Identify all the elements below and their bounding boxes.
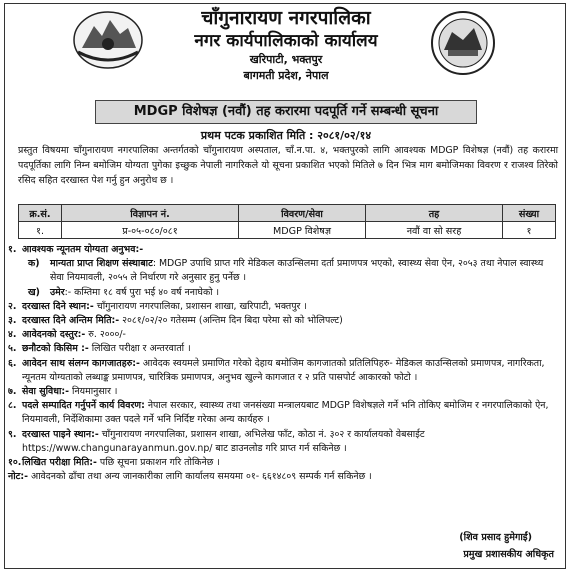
item-label: सेवा सुविधा:-: [22, 386, 70, 398]
intro-paragraph: प्रस्तुत विषयमा चाँगुनारायण नगरपालिका अन्तर्गतको चाँगुनारायण अस्पताल, चाँ.न.पा. ४, भक्तपुरको लागि आवश्यक MDGP विशेषज्ञ (नवौं) तह करारमा पदपूर्तिका लागि निम्न बमोजिम योग्यता पुगेका इच्छुक नेपाली नागरिकले यो सूचना प्रकाशित भएको मितिले ७ दिन भित्र माग बमोजिमका विवरण र राजश्व तिरेको रसिद सहित दरखास्त पेश गर्नु हुन अनुरोध छ ।: [18, 145, 558, 186]
column-header: तह: [366, 205, 503, 222]
item-text: :- कम्तिमा १८ वर्ष पुरा भई ४० वर्ष ननाघेको ।: [64, 286, 220, 298]
table-cell: १: [503, 222, 556, 239]
item-label: दरखास्त पाइने स्थान:-: [22, 428, 99, 440]
item-number: १.: [8, 244, 17, 255]
column-header: क्र.सं.: [19, 205, 62, 222]
item-number: ९.: [8, 428, 17, 440]
item-text: नियमानुसार ।: [69, 386, 118, 398]
item-label: मान्यता प्राप्त शिक्षण संस्थाबाट: [50, 258, 153, 270]
item-number: १०.: [8, 457, 22, 469]
table-header-row: [19, 205, 556, 222]
item-text: लिखित परीक्षा र अन्तरवार्ता ।: [88, 343, 191, 355]
note-label: नोट:-: [8, 471, 28, 483]
item-label: लिखित परीक्षा मिति:-: [22, 457, 97, 469]
table-cell: नवौं वा सो सरह: [366, 222, 503, 239]
list-item: [8, 328, 560, 342]
item-text: : MDGP उपाधि प्राप्त गरि मेडिकल काउन्सिलमा दर्ता प्रमाणपत्र भएको, स्वास्थ्य सेवा ऐन, २०५३ तथा नेपाल स्वास्थ्य सेवा नियमावली, २०५५ ले निर्धारण गरे अनुसार हुनु पर्नेछ ।: [50, 258, 544, 284]
item-number: ७.: [8, 386, 17, 398]
item-text: चाँगुनारायण नगरपालिका, प्रशासन शाखा, अभिलेख फाँट, कोठा नं. ३०२ र कार्यालयको वेबसाईट https://www.changunarayanmun.gov.np/ बाट डाउनलोड गरि प्राप्त गर्न सकिनेछ ।: [22, 428, 425, 454]
table-cell: प्र-०५-०८०/०८१: [62, 222, 239, 239]
table-cell: १.: [19, 222, 62, 239]
office-address: खरिपाटी, भक्तपुर: [249, 53, 323, 66]
item-label: आवेदनको दस्तुर:-: [22, 329, 86, 341]
item-label: आवश्यक न्यूनतम योग्यता अनुभव:-: [22, 244, 144, 255]
vacancy-table: [18, 204, 556, 239]
signatory-title: प्रमुख प्रशासकीय अधिकृत: [463, 549, 554, 560]
item-text: २०८१/०२/२० गतेसम्म (अन्तिम दिन बिदा परेमा सो को भोलिपल्ट): [119, 315, 343, 327]
item-number: ८.: [8, 400, 17, 412]
office-name: नगर कार्यपालिकाको कार्यालय: [194, 31, 378, 51]
list-item: [8, 300, 560, 314]
item-text: चाँगुनारायण नगरपालिका, प्रशासन शाखा, खरिपाटी, भक्तपुर ।: [93, 300, 307, 312]
list-item: [8, 456, 560, 470]
item-text: नेपाल सरकार, स्वास्थ्य तथा जनसंख्या मन्त्रालयबाट MDGP विशेषज्ञले गर्ने भनि तोकिए बमोजिम र नगरपालिकाको ऐन, नियमावली, निर्देशिकामा उक्त पदले गर्ने भनि निर्दिष्ट गरेका अन्य कार्यहरु ।: [22, 400, 549, 426]
item-number: ४.: [8, 329, 17, 341]
item-number: ५.: [8, 343, 17, 355]
province-name: बागमती प्रदेश, नेपाल: [243, 69, 329, 82]
item-label: दरखास्त दिने स्थान:-: [22, 300, 94, 312]
signatory-name: (शिव प्रसाद हुमेगाईं): [459, 532, 532, 543]
requirements-list: [8, 243, 560, 484]
item-number: क): [28, 258, 40, 270]
list-item: [8, 314, 560, 328]
note-text: आवेदनको ढाँचा तथा अन्य जानकारीका लागि कार्यालय समयमा ०१- ६६१४८०९ सम्पर्क गर्न सकिनेछ ।: [28, 471, 372, 483]
list-item: [8, 357, 560, 385]
item-label: आवेदन साथ संलग्न कागजातहरु:-: [22, 357, 140, 369]
list-item: [8, 385, 560, 399]
note-item: [8, 470, 560, 484]
table-cell: MDGP विशेषज्ञ: [239, 222, 366, 239]
item-number: ६.: [8, 357, 17, 369]
column-header: विज्ञापन नं.: [62, 205, 239, 222]
list-item: [8, 243, 560, 257]
item-label: पदले सम्पादित गर्नुपर्ने कार्य विवरण:: [22, 400, 145, 412]
municipality-name: चाँगुनारायण नगरपालिका: [201, 7, 371, 29]
item-label: छनौटको किसिम :-: [22, 343, 89, 355]
item-label: उमेर: [50, 286, 65, 298]
publish-date: प्रथम पटक प्रकाशित मिति : २०८१/०२/१४: [200, 129, 372, 142]
item-text: पछि सूचना प्रकाशन गरि तोकिनेछ ।: [96, 457, 220, 469]
item-text: रु. २०००/-: [85, 329, 126, 341]
table-row: [19, 222, 556, 239]
item-text: आवेदक स्वयमले प्रमाणित गरेको देहाय बमोजिम कागजातको प्रतिलिपिहरु- मेडिकल काउन्सिलको प्रमाणपत्र, नागरिकता, न्यूनतम योग्यताको लब्धाङ्क प्रमाणपत्र, चारित्रिक प्रमाणपत्र, अनुभव खुल्ने कागजात र २ प्रति पासपोर्ट आकारको फोटो ।: [22, 357, 545, 383]
list-item: [8, 342, 560, 356]
list-item: [8, 428, 560, 456]
column-header: विवरण/सेवा: [239, 205, 366, 222]
list-item: [8, 286, 560, 300]
item-label: दरखास्त दिने अन्तिम मिति:-: [22, 315, 120, 327]
notice-title: MDGP विशेषज्ञ (नवौं) तह करारमा पदपूर्ति गर्ने सम्बन्धी सूचना: [95, 100, 477, 124]
item-number: २.: [8, 300, 17, 312]
item-number: ख): [28, 286, 40, 298]
list-item: [8, 257, 560, 285]
item-number: ३.: [8, 315, 17, 327]
column-header: संख्या: [503, 205, 556, 222]
list-item: [8, 399, 560, 427]
